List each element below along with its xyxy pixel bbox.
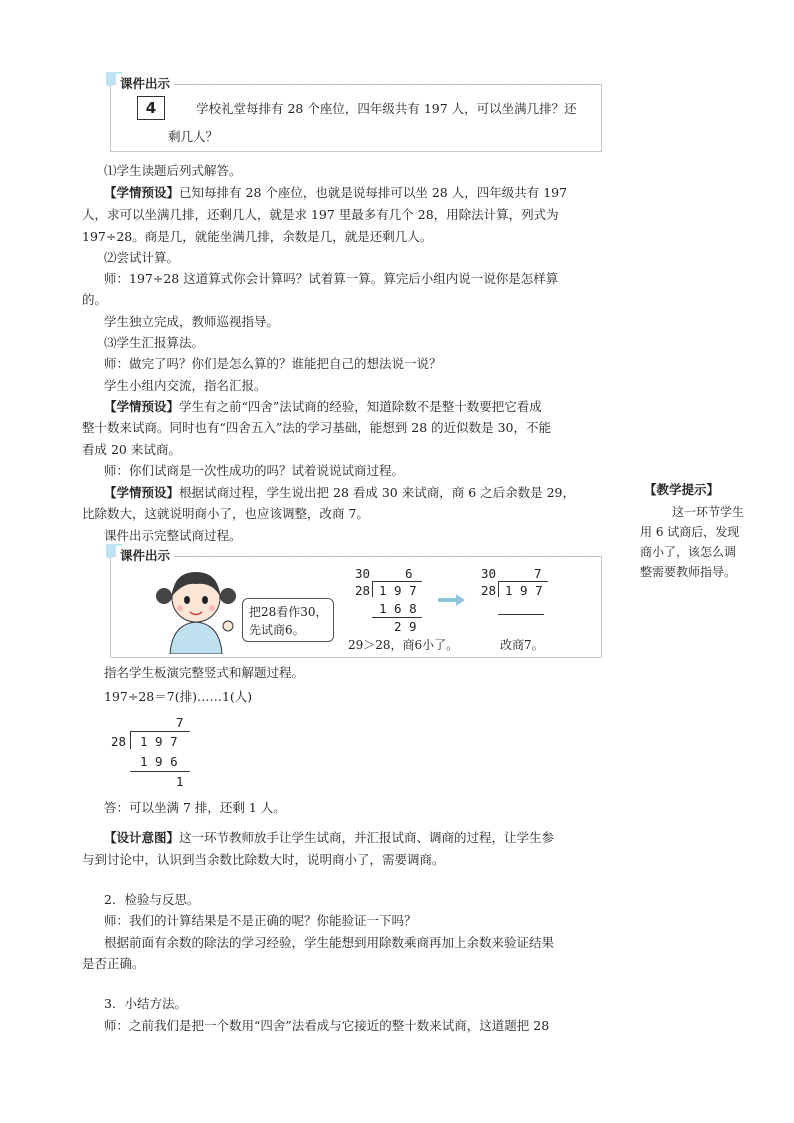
division-bracket <box>498 581 499 597</box>
solution-product: 1 9 6 <box>140 754 178 769</box>
adjusted-quotient: 7 <box>534 566 542 581</box>
section-3-teacher: 师：之前我们是把一个数用“四舍”法看成与它接近的整十数来试商，这道题把 28 <box>104 1018 550 1033</box>
left-caption: 29＞28，商6小了。 <box>348 638 459 652</box>
product: 1 6 8 <box>379 601 417 616</box>
approx-divisor: 30 <box>481 566 497 581</box>
bubble-line: 把28看作30， <box>249 605 328 619</box>
problem-number: 4 <box>137 96 165 120</box>
student-girl-illustration <box>150 562 242 654</box>
solution-equation: 197÷28＝7(排)……1(人) <box>104 689 253 704</box>
box-divider <box>170 84 600 85</box>
design-intent <box>104 829 554 846</box>
solution-answer: 答：可以坐满 7 排，还剩 1 人。 <box>104 800 286 815</box>
step-3-preset-2b: 比除数大，这就说明商小了，也应该调整，改商 7。 <box>82 506 369 521</box>
section-3-title: 3．小结方法。 <box>104 996 187 1011</box>
trial-quotient: 6 <box>405 566 413 581</box>
division-bracket <box>372 581 373 597</box>
step-3-teacher-2: 师：你们试商是一次性成功的吗？试着说说试商过程。 <box>104 463 405 478</box>
step-3-show: 课件出示完整试商过程。 <box>104 528 242 543</box>
section-2-title: 2．检验与反思。 <box>104 892 200 907</box>
box-divider <box>170 556 600 557</box>
sidebar-text <box>640 502 772 582</box>
division-bar <box>130 731 190 732</box>
remainder: 2 9 <box>394 619 417 634</box>
step-2-teacher-b: 的。 <box>82 292 108 307</box>
section-2-teacher: 师：我们的计算结果是不是正确的呢？你能验证一下吗？ <box>104 913 417 928</box>
problem-text-line2: 剩几人？ <box>168 129 219 144</box>
step-3-preset-2 <box>104 484 575 501</box>
subtract-line <box>498 614 544 615</box>
courseware-tag: 课件出示 <box>116 546 174 564</box>
step-2-student: 学生独立完成，教师巡视指导。 <box>104 314 280 329</box>
sidebar-line: 用 6 试商后，发现 <box>640 525 740 539</box>
step-1-preset <box>104 184 567 201</box>
step-3-preset <box>104 398 542 415</box>
sidebar-line: 整需要教师指导。 <box>640 565 737 579</box>
design-text: 这一环节教师放手让学生试商，并汇报试商、调商的过程，让学生参 <box>179 830 555 845</box>
design-label: 【设计意图】 <box>104 830 180 845</box>
solution-remainder: 1 <box>176 774 184 789</box>
sidebar-title: 【教学提示】 <box>644 482 720 497</box>
solution-quotient: 7 <box>176 715 184 730</box>
step-3: ⑶学生汇报算法。 <box>104 335 205 350</box>
division-bracket <box>130 731 131 749</box>
preset-text: 根据试商过程，学生说出把 28 看成 30 来试商，商 6 之后余数是 29， <box>179 485 576 500</box>
solution-intro: 指名学生板演完整竖式和解题过程。 <box>104 665 305 680</box>
step-1-preset-b: 人，求可以坐满几排，还剩几人，就是求 197 里最多有几个 28，用除法计算，列式为 <box>82 207 559 222</box>
step-3-preset-c: 看成 20 来试商。 <box>82 442 181 457</box>
dividend: 1 9 7 <box>379 583 417 598</box>
step-3-preset-b: 整十数来试商。同时也有“四舍五入”法的学习基础，能想到 28 的近似数是 30，不能 <box>82 420 552 435</box>
section-2-text-b: 是否正确。 <box>82 956 145 971</box>
preset-text: 已知每排有 28 个座位，也就是说每排可以坐 28 人，四年级共有 197 <box>179 185 568 200</box>
preset-label: 【学情预设】 <box>104 185 180 200</box>
arrow-right-icon <box>438 592 466 608</box>
design-intent-b: 与到讨论中，认识到当余数比除数大时，说明商小了，需要调商。 <box>82 852 445 867</box>
preset-label: 【学情预设】 <box>104 485 180 500</box>
step-1-preset-c: 197÷28。商是几，就能坐满几排，余数是几，就是还剩几人。 <box>82 229 433 244</box>
right-caption: 改商7。 <box>500 638 544 652</box>
preset-text: 学生有之前“四舍”法试商的经验，知道除数不是整十数要把它看成 <box>179 399 542 414</box>
step-1: ⑴学生读题后列式解答。 <box>104 163 242 178</box>
divisor: 28 <box>355 583 371 598</box>
step-2: ⑵尝试计算。 <box>104 250 180 265</box>
approx-divisor: 30 <box>355 566 371 581</box>
sidebar-line: 商小了，该怎么调 <box>640 545 737 559</box>
section-2-text-a: 根据前面有余数的除法的学习经验，学生能想到用除数乘商再加上余数来验证结果 <box>104 935 555 950</box>
step-3-teacher: 师：做完了吗？你们是怎么算的？谁能把自己的想法说一说？ <box>104 356 442 371</box>
speech-bubble <box>242 598 334 642</box>
dividend: 1 9 7 <box>505 583 543 598</box>
courseware-tag: 课件出示 <box>116 74 174 92</box>
solution-dividend: 1 9 7 <box>140 734 178 749</box>
problem-text-line1: 学校礼堂每排有 28 个座位，四年级共有 197 人，可以坐满几排？还 <box>196 101 577 116</box>
step-3-student: 学生小组内交流，指名汇报。 <box>104 378 267 393</box>
solution-divisor: 28 <box>111 734 127 749</box>
sidebar-line: 这一环节学生 <box>672 505 745 519</box>
step-2-teacher-a: 师：197÷28 这道算式你会计算吗？试着算一算。算完后小组内说一说你是怎样算 <box>104 271 559 286</box>
preset-label: 【学情预设】 <box>104 399 180 414</box>
bubble-line: 先试商6。 <box>249 623 305 637</box>
divisor: 28 <box>481 583 497 598</box>
subtract-line <box>130 771 190 772</box>
